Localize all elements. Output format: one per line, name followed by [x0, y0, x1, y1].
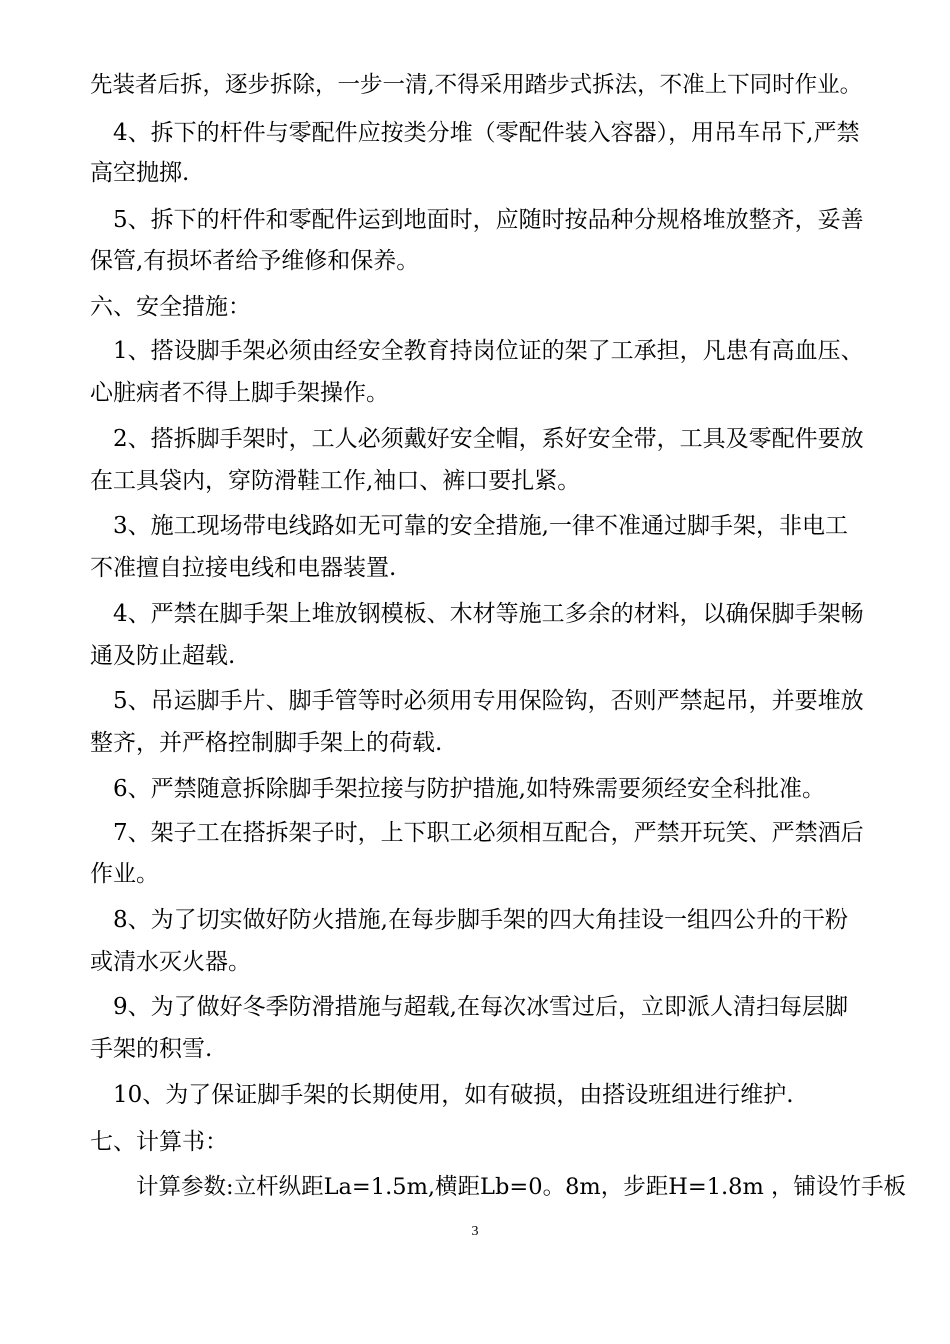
text-line-9: 2、搭拆脚手架时，工人必须戴好安全帽，系好安全带，工具及零配件要放	[113, 426, 864, 452]
text-line-16: 整齐，并严格控制脚手架上的荷载.	[90, 730, 443, 756]
text-line-20: 8、为了切实做好防火措施,在每步脚手架的四大角挂设一组四公升的干粉	[113, 907, 848, 933]
text-line-17: 6、严禁随意拆除脚手架拉接与防护措施,如特殊需要须经安全科批准。	[113, 776, 825, 802]
text-line-11: 3、施工现场带电线路如无可靠的安全措施,一律不准通过脚手架，非电工	[113, 513, 848, 539]
section-heading-7: 七、计算书：	[90, 1129, 228, 1155]
section-heading-6: 六、安全措施：	[90, 294, 251, 320]
text-line-18: 7、架子工在搭拆架子时，上下职工必须相互配合，严禁开玩笑、严禁酒后	[113, 820, 864, 846]
text-line-15: 5、吊运脚手片、脚手管等时必须用专用保险钩，否则严禁起吊，并要堆放	[113, 688, 864, 714]
text-line-1: 先装者后拆，逐步拆除，一步一清,不得采用踏步式拆法，不准上下同时作业。	[90, 72, 863, 98]
text-line-7: 1、搭设脚手架必须由经安全教育持岗位证的架了工承担，凡患有高血压、	[113, 338, 864, 364]
text-line-2: 4、拆下的杆件与零配件应按类分堆（零配件装入容器），用吊车吊下,严禁	[113, 120, 860, 146]
text-line-14: 通及防止超载.	[90, 643, 236, 669]
text-line-23: 手架的积雪.	[90, 1036, 213, 1062]
text-line-13: 4、严禁在脚手架上堆放钢模板、木材等施工多余的材料，以确保脚手架畅	[113, 601, 864, 627]
text-line-10: 在工具袋内，穿防滑鞋工作,袖口、裤口要扎紧。	[90, 468, 581, 494]
text-line-24: 10、为了保证脚手架的长期使用，如有破损，由搭设班组进行维护.	[113, 1082, 794, 1108]
text-line-3: 高空抛掷.	[90, 160, 190, 186]
text-line-21: 或清水灭火器。	[90, 949, 251, 975]
text-line-5: 保管,有损坏者给予维修和保养。	[90, 248, 420, 274]
text-line-8: 心脏病者不得上脚手架操作。	[90, 380, 389, 406]
text-line-22: 9、为了做好冬季防滑措施与超载,在每次冰雪过后，立即派人清扫每层脚	[113, 994, 848, 1020]
text-line-12: 不准擅自拉接电线和电器装置.	[90, 555, 397, 581]
text-line-4: 5、拆下的杆件和零配件运到地面时，应随时按品种分规格堆放整齐，妥善	[113, 207, 864, 233]
page-number: 3	[471, 1224, 479, 1239]
text-line-26: 计算参数:立杆纵距La=1.5m,横距Lb=0。8m，步距H=1.8m ，铺设竹手板	[136, 1174, 906, 1200]
text-line-19: 作业。	[90, 861, 159, 887]
